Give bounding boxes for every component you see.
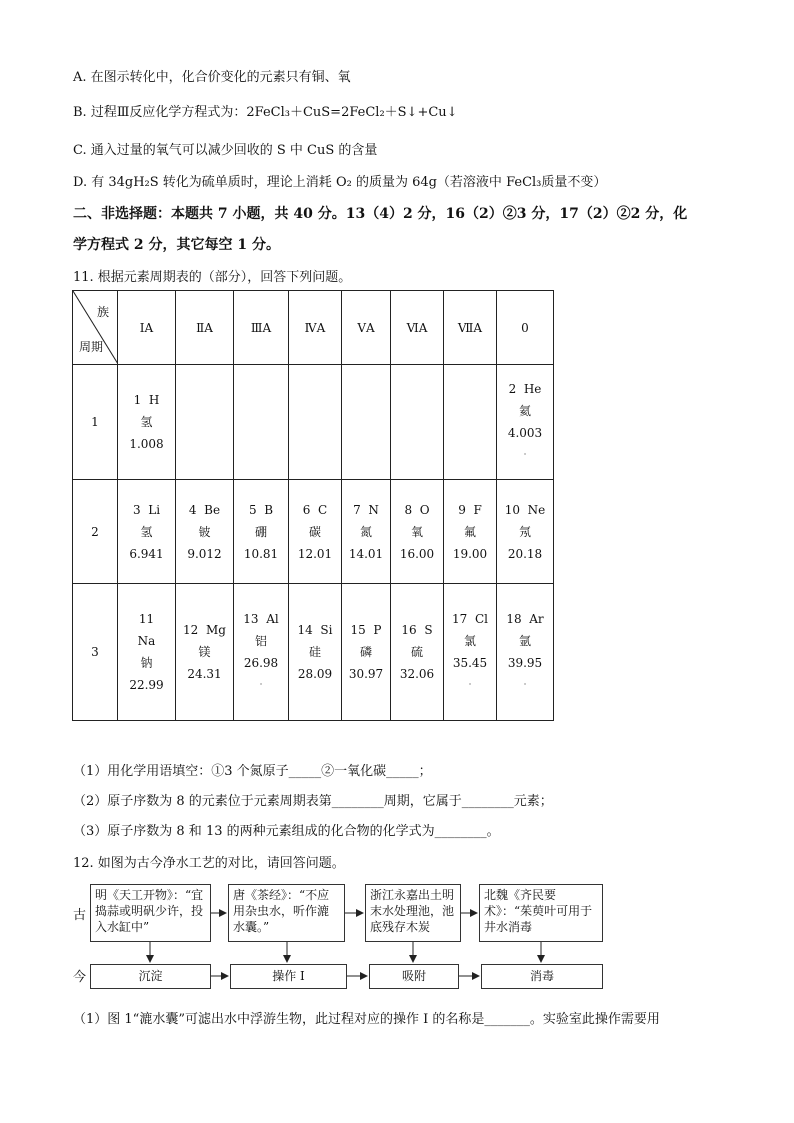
atomic-number: 14 — [297, 623, 313, 637]
atomic-number: 5 — [248, 502, 257, 517]
element-symbol: Si — [320, 623, 333, 637]
modern-step-disinfection: 消毒 — [481, 964, 603, 989]
empty-cell — [391, 365, 444, 480]
mass-dot: · — [523, 680, 527, 689]
element-name: 氢 — [140, 415, 153, 429]
period-label: 3 — [73, 584, 118, 721]
element-symbol: Mg — [205, 623, 226, 637]
element-cell — [391, 480, 444, 584]
element-cell — [234, 584, 289, 721]
element-name: 镁 — [198, 645, 211, 659]
element-name: 氩 — [518, 634, 531, 648]
group-header-0: ⅠA — [118, 291, 176, 365]
element-cell — [444, 480, 497, 584]
element-cell — [176, 584, 234, 721]
ancient-box-qimin: 北魏《齐民要术》：“茱萸叶可用于井水消毒 — [479, 884, 603, 942]
atomic-mass: 4.003 — [507, 426, 543, 440]
element-cell — [391, 584, 444, 721]
element-cell — [289, 480, 342, 584]
atomic-mass: 9.012 — [187, 546, 222, 561]
element-name: 氮 — [359, 524, 372, 539]
mass-dot: · — [523, 450, 527, 459]
modern-label: 今 — [73, 970, 87, 985]
q11-sub1: （1）用化学用语填空：①3 个氮原子_____②一氧化碳_____； — [73, 764, 432, 779]
element-cell — [497, 584, 554, 721]
ancient-box-yongjia: 浙江永嘉出土明末水处理池，池底残存木炭 — [365, 884, 461, 942]
group-header-5: ⅥA — [391, 291, 444, 365]
option-b-prefix: B. 过程Ⅲ反应化学方程式为： — [73, 105, 247, 120]
atomic-mass: 22.99 — [129, 678, 164, 692]
group-header-2: ⅢA — [234, 291, 289, 365]
element-name: 氯 — [463, 634, 476, 648]
period-label: 2 — [73, 480, 118, 584]
empty-cell — [444, 365, 497, 480]
element-name: 氧 — [410, 524, 423, 539]
empty-cell — [342, 365, 391, 480]
q11-sub3: （3）原子序数为 8 和 13 的两种元素组成的化合物的化学式为________。 — [73, 824, 500, 839]
element-name: 碳 — [308, 524, 321, 539]
atomic-number: 3 — [132, 502, 141, 517]
table-header-row — [73, 291, 554, 365]
element-name: 磷 — [359, 645, 372, 659]
element-name: 硅 — [308, 645, 321, 659]
element-symbol: S — [424, 623, 433, 637]
element-symbol: Be — [204, 502, 221, 517]
element-symbol: He — [523, 382, 542, 396]
element-symbol: O — [419, 502, 430, 517]
group-header-4: ⅤA — [342, 291, 391, 365]
element-cell — [118, 584, 176, 721]
section-heading-line1: 二、非选择题：本题共 7 小题，共 40 分。13（4）2 分，16（2）②3 分，17（2）②2 分，化 — [73, 206, 688, 222]
element-symbol: P — [373, 623, 382, 637]
element-symbol: Ne — [527, 502, 546, 517]
element-cell — [342, 480, 391, 584]
periodic-table — [72, 290, 554, 721]
element-name: 氟 — [463, 524, 476, 539]
atomic-mass: 32.06 — [399, 667, 435, 681]
period-label: 1 — [73, 365, 118, 480]
atomic-mass: 30.97 — [348, 667, 384, 681]
atomic-number: 15 — [350, 623, 366, 637]
period-row-3 — [73, 584, 554, 721]
atomic-mass: 16.00 — [399, 546, 435, 561]
element-symbol: H — [148, 393, 160, 407]
atomic-number: 18 — [506, 612, 522, 626]
element-name: 钠 — [140, 656, 153, 670]
option-a: A. 在图示转化中，化合价变化的元素只有铜、氧 — [73, 70, 351, 85]
element-cell — [444, 584, 497, 721]
element-cell — [497, 480, 554, 584]
atomic-number: 12 — [183, 623, 199, 637]
q11-sub2: （2）原子序数为 8 的元素位于元素周期表第________周期，它属于________元素； — [73, 794, 553, 809]
element-name: 铝 — [254, 634, 267, 648]
element-cell — [118, 365, 176, 480]
atomic-number: 8 — [404, 502, 413, 517]
atomic-mass: 19.00 — [452, 546, 488, 561]
atomic-number: 16 — [401, 623, 417, 637]
atomic-mass: 12.01 — [297, 546, 333, 561]
atomic-mass: 14.01 — [348, 546, 384, 561]
element-cell — [342, 584, 391, 721]
header-period-label: 周期 — [79, 340, 104, 354]
section-heading-line2: 学方程式 2 分，其它每空 1 分。 — [73, 237, 280, 253]
period-row-2 — [73, 480, 554, 584]
atomic-mass: 20.18 — [507, 546, 543, 561]
element-symbol: Cl — [474, 612, 488, 626]
mass-dot: · — [259, 680, 263, 689]
q12-stem: 12. 如图为古今净水工艺的对比，请回答问题。 — [73, 856, 345, 871]
atomic-number: 11 — [138, 612, 155, 626]
atomic-number: 9 — [458, 502, 466, 517]
atomic-number: 2 — [508, 382, 517, 396]
element-name: 硫 — [410, 645, 423, 659]
ancient-label: 古 — [73, 908, 87, 923]
atomic-mass: 26.98 — [243, 656, 279, 670]
mass-dot: · — [468, 680, 472, 689]
ancient-box-chajing: 唐《茶经》：“不应用杂虫水，听作漉水囊。” — [228, 884, 345, 942]
atomic-mass: 28.09 — [297, 667, 333, 681]
element-symbol: F — [473, 502, 482, 517]
modern-step-adsorption: 吸附 — [369, 964, 459, 989]
element-cell — [176, 480, 234, 584]
element-name: 铍 — [198, 524, 211, 539]
element-name: 氢 — [140, 524, 153, 539]
modern-step-sedimentation: 沉淀 — [90, 964, 211, 989]
empty-cell — [234, 365, 289, 480]
atomic-mass: 10.81 — [243, 546, 279, 561]
atomic-number: 17 — [452, 612, 468, 626]
atomic-number: 1 — [133, 393, 142, 407]
group-header-6: ⅦA — [444, 291, 497, 365]
element-cell — [289, 584, 342, 721]
element-symbol: N — [368, 502, 379, 517]
option-b — [73, 101, 458, 120]
atomic-mass: 1.008 — [129, 437, 164, 451]
atomic-number: 13 — [243, 612, 259, 626]
atomic-mass: 24.31 — [187, 667, 222, 681]
atomic-number: 4 — [188, 502, 197, 517]
modern-step-operation-i: 操作 I — [230, 964, 347, 989]
empty-cell — [289, 365, 342, 480]
header-group-label: 族 — [96, 305, 109, 319]
group-header-1: ⅡA — [176, 291, 234, 365]
element-symbol: Li — [148, 502, 161, 517]
atomic-number: 6 — [302, 502, 311, 517]
element-symbol: Ar — [529, 612, 544, 626]
header-corner — [73, 291, 118, 365]
atomic-number: 7 — [353, 502, 361, 517]
element-name: 氖 — [518, 524, 531, 539]
group-header-3: ⅣA — [289, 291, 342, 365]
atomic-mass: 39.95 — [507, 656, 543, 670]
atomic-mass: 6.941 — [129, 546, 164, 561]
q11-stem: 11. 根据元素周期表的（部分），回答下列问题。 — [73, 270, 352, 285]
q12-sub1: （1）图 1“漉水囊”可滤出水中浮游生物，此过程对应的操作 I 的名称是_______。实验室此操作需要用 — [73, 1012, 660, 1027]
element-symbol: B — [264, 502, 274, 517]
option-d: D. 有 34gH₂S 转化为硫单质时，理论上消耗 O₂ 的质量为 64g（若溶液中 FeCl₃质量不变） — [73, 175, 607, 190]
atomic-number: 10 — [504, 502, 521, 517]
element-cell — [497, 365, 554, 480]
element-symbol: C — [318, 502, 328, 517]
option-c: C. 通入过量的氧气可以减少回收的 S 中 CuS 的含量 — [73, 143, 378, 158]
element-name: 氦 — [518, 404, 531, 418]
element-symbol: Na — [137, 634, 156, 648]
option-b-equation: 2FeCl₃＋CuS=2FeCl₂＋S↓+Cu↓ — [246, 105, 458, 120]
element-cell — [234, 480, 289, 584]
ancient-box-tiangong: 明《天工开物》：“宜捣蒜或明矾少许，投入水缸中” — [90, 884, 211, 942]
period-row-1 — [73, 365, 554, 480]
element-cell — [118, 480, 176, 584]
group-header-7: 0 — [497, 291, 554, 365]
atomic-mass: 35.45 — [452, 656, 488, 670]
empty-cell — [176, 365, 234, 480]
element-symbol: Al — [266, 612, 279, 626]
element-name: 硼 — [254, 524, 267, 539]
